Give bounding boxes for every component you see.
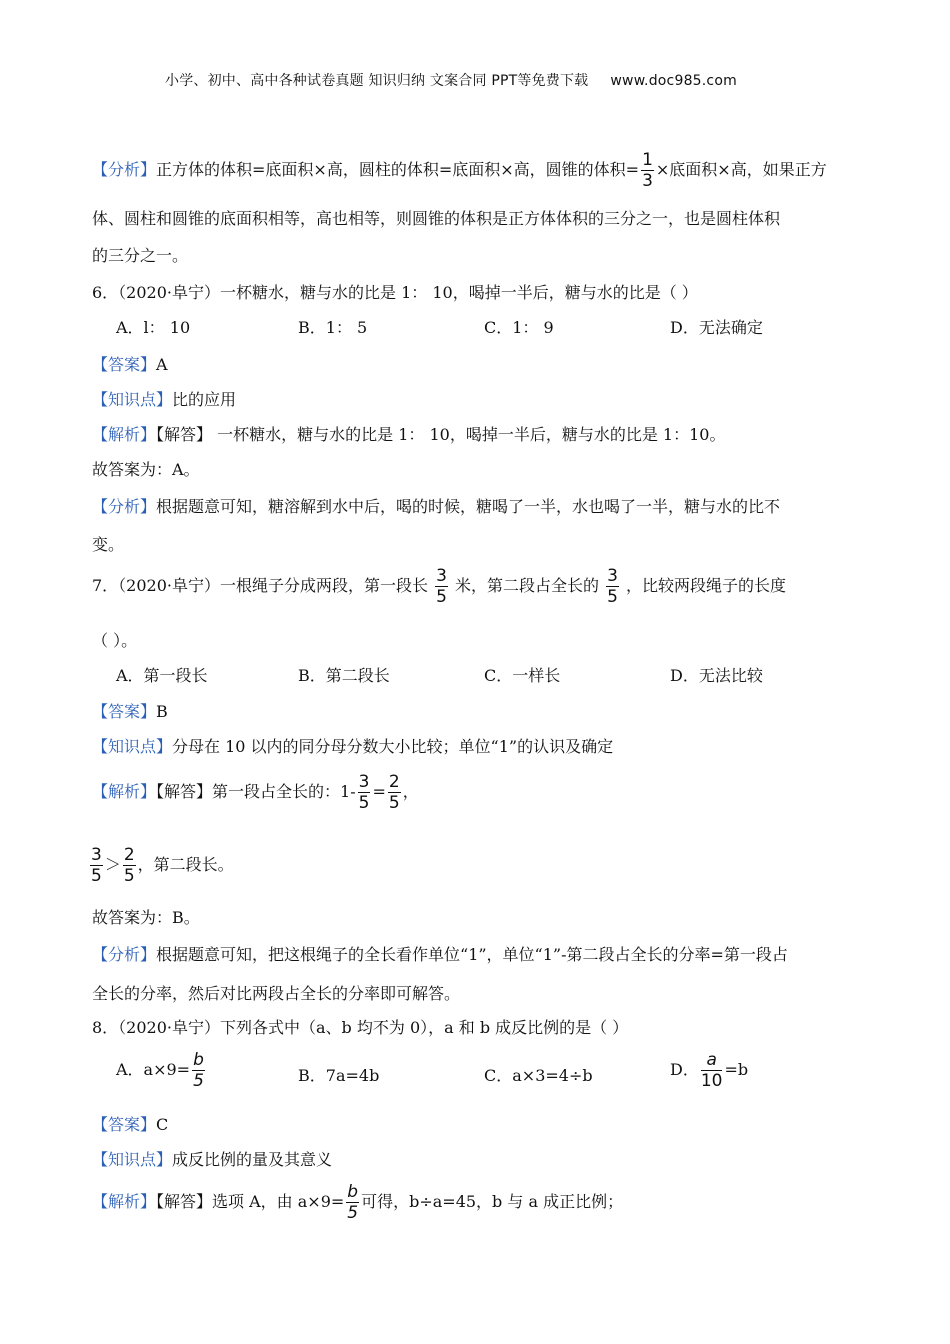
q7-compare: [88, 845, 234, 886]
answer-tag: 【答案】: [92, 1115, 157, 1134]
q7-stem-line-2: （ ）。: [92, 631, 138, 650]
intro-line-1: [92, 150, 827, 191]
analysis-tag: 【分析】: [92, 945, 157, 964]
option-a-text: A．a×9=: [116, 1060, 191, 1079]
q7-stem-text: 米，第二段占全长的: [455, 576, 600, 595]
explain-tag: 【解析】: [92, 425, 157, 444]
knowledge-value: 成反比例的量及其意义: [172, 1150, 333, 1169]
q8-option-b: B．7a=4b: [298, 1066, 380, 1085]
analysis-tag: 【分析】: [92, 497, 157, 516]
q6-analysis: [92, 494, 780, 517]
intro-text: ×底面积×高，如果正方: [655, 160, 827, 179]
q7-stem-text: 7．（2020·阜宁）一根绳子分成两段，第一段长: [92, 576, 428, 595]
solve-tag: 【解答】: [156, 1192, 213, 1211]
equals-sign: =: [372, 782, 386, 801]
page-header: [165, 70, 737, 90]
fraction-three-fifths: $\frac{3}{5}$: [358, 772, 370, 813]
fraction-three-fifths: $\frac{3}{5}$: [436, 566, 447, 607]
intro-text: 正方体的体积=底面积×高，圆柱的体积=底面积×高，圆锥的体积=: [156, 160, 640, 179]
solve-text: 第一段占全长的：1-: [212, 782, 356, 801]
q6-stem: 6．（2020·阜宁）一杯糖水，糖与水的比是 1： 10，喝掉一半后，糖与水的比是（ ）: [92, 283, 698, 302]
q7-conclusion: 故答案为：B。: [92, 908, 200, 927]
q8-knowledge: [92, 1147, 332, 1170]
fraction-two-fifths: $\frac{2}{5}$: [123, 845, 135, 886]
q7-analysis: [92, 942, 788, 965]
analysis-text: 根据题意可知，把这根绳子的全长看作单位“1”，单位“1”-第二段占全长的分率=第一段占: [156, 945, 788, 964]
q8-option-a: [116, 1050, 207, 1091]
explain-tag: 【解析】: [92, 782, 157, 801]
solve-tag: 【解答】: [156, 782, 213, 801]
q7-analysis-line-2: 全长的分率，然后对比两段占全长的分率即可解答。: [92, 984, 461, 1003]
knowledge-tag: 【知识点】: [92, 737, 173, 756]
fraction-a-over-10: $\frac{a}{10}$: [700, 1050, 723, 1091]
answer-value: B: [156, 702, 168, 721]
q7-option-a: A．第一段长: [116, 666, 208, 685]
solve-text: 选项 A，由 a×9=: [212, 1192, 345, 1211]
q7-option-b: B．第二段长: [298, 666, 390, 685]
q6-option-c: C．1： 9: [484, 318, 554, 337]
q8-answer: [92, 1112, 168, 1135]
answer-value: A: [156, 355, 168, 374]
fraction-b-over-5: $\frac{b}{5}$: [347, 1182, 359, 1223]
greater-than-sign: ＞: [104, 855, 121, 874]
knowledge-value: 比的应用: [172, 390, 237, 409]
fraction-two-fifths: $\frac{2}{5}$: [388, 772, 400, 813]
fraction-one-third: $\frac{1}{3}$: [642, 150, 653, 191]
q6-explain: [92, 422, 725, 445]
option-d-text: =b: [724, 1060, 749, 1079]
q6-knowledge: [92, 387, 236, 410]
intro-line-2: 体、圆柱和圆锥的底面积相等，高也相等，则圆锥的体积是正方体体积的三分之一，也是圆柱体积: [92, 209, 781, 228]
intro-line-3: 的三分之一。: [92, 246, 189, 265]
q7-answer: [92, 699, 168, 722]
q7-option-c: C．一样长: [484, 666, 561, 685]
solve-text: 一杯糖水，糖与水的比是 1： 10，喝掉一半后，糖与水的比是 1：10。: [212, 425, 726, 444]
option-d-text: D．: [670, 1060, 699, 1079]
q6-analysis-line-2: 变。: [92, 535, 125, 554]
solve-text: ，: [402, 782, 419, 801]
answer-tag: 【答案】: [92, 355, 157, 374]
fraction-three-fifths: $\frac{3}{5}$: [607, 566, 618, 607]
q8-stem: 8．（2020·阜宁）下列各式中（a、b 均不为 0），a 和 b 成反比例的是（ ）: [92, 1018, 629, 1037]
answer-tag: 【答案】: [92, 702, 157, 721]
explain-tag: 【解析】: [92, 1192, 157, 1211]
solve-text: 可得，b÷a=45，b 与 a 成正比例；: [361, 1192, 624, 1211]
q6-option-a: A．l： 10: [116, 318, 191, 337]
q8-option-d: [670, 1050, 748, 1091]
header-url[interactable]: www.doc985.com: [610, 73, 737, 89]
q7-knowledge: [92, 734, 613, 757]
compare-text: ，第二段长。: [137, 855, 234, 874]
knowledge-tag: 【知识点】: [92, 390, 173, 409]
knowledge-tag: 【知识点】: [92, 1150, 173, 1169]
answer-value: C: [156, 1115, 169, 1134]
q7-option-d: D．无法比较: [670, 666, 763, 685]
analysis-tag: 【分析】: [92, 160, 157, 179]
q6-answer: [92, 352, 168, 375]
solve-tag: 【解答】: [156, 425, 213, 444]
q6-conclusion: 故答案为：A。: [92, 460, 200, 479]
q8-option-c: C．a×3=4÷b: [484, 1066, 593, 1085]
analysis-text: 根据题意可知，糖溶解到水中后，喝的时候，糖喝了一半，水也喝了一半，糖与水的比不: [156, 497, 781, 516]
q8-explain: [92, 1182, 623, 1223]
fraction-three-fifths: $\frac{3}{5}$: [91, 845, 102, 886]
q7-explain: [92, 772, 419, 813]
q7-stem-text: ，比较两段绳子的长度: [626, 576, 787, 595]
q6-option-b: B．1： 5: [298, 318, 368, 337]
knowledge-value: 分母在 10 以内的同分母分数大小比较；单位“1”的认识及确定: [172, 737, 614, 756]
q6-option-d: D．无法确定: [670, 318, 763, 337]
q7-stem: [92, 566, 786, 607]
header-text: 小学、初中、高中各种试卷真题 知识归纳 文案合同 PPT等免费下载: [165, 73, 589, 89]
fraction-b-over-5: $\frac{b}{5}$: [193, 1050, 204, 1091]
